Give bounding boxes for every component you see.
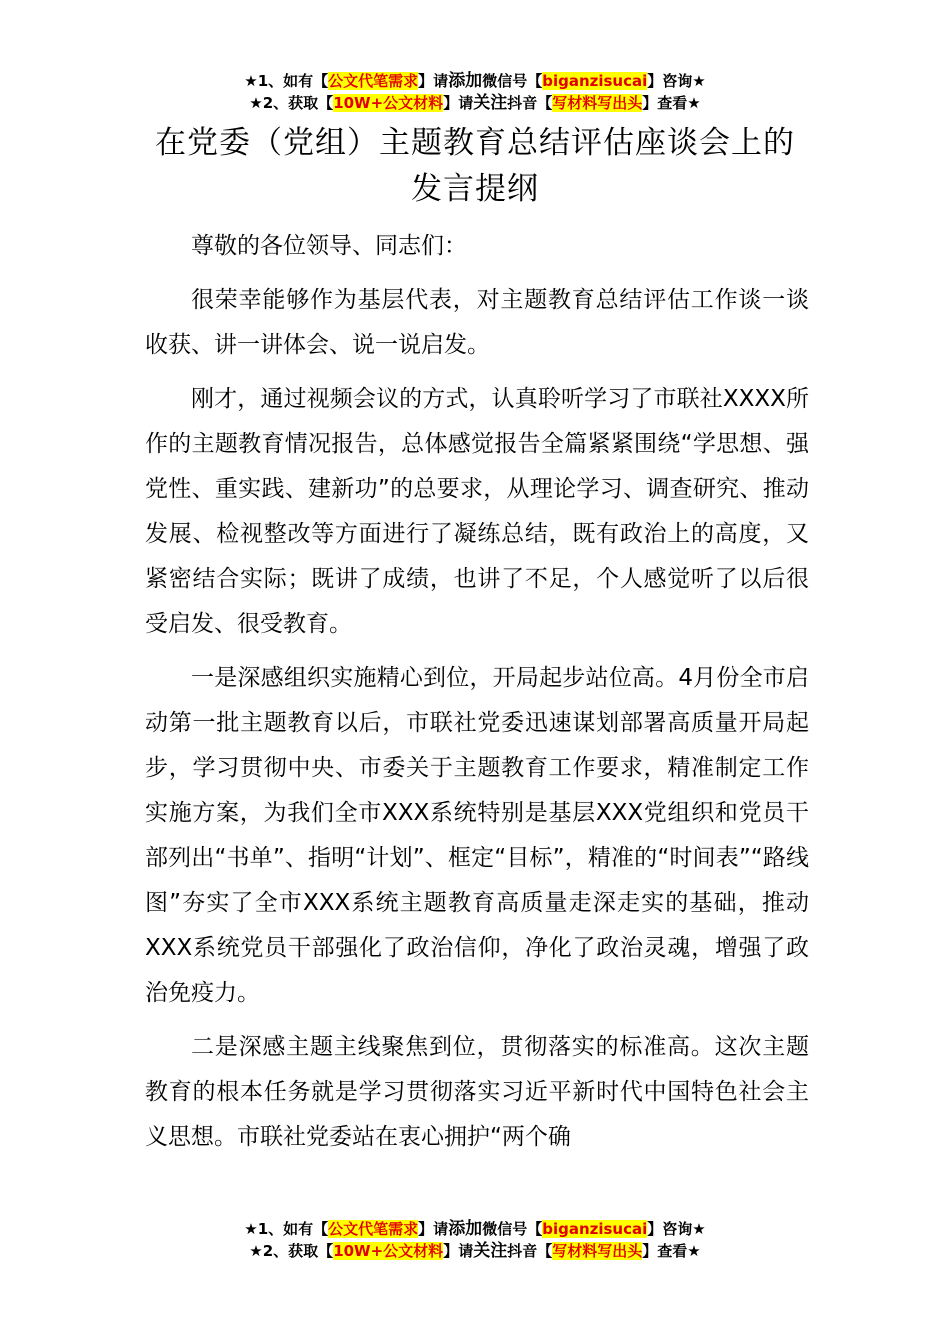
promo-line-1 [0, 1218, 950, 1240]
promo-text: 】请 [418, 1220, 449, 1238]
promo-text: 微信号【 [482, 72, 543, 90]
promo-text: 抖音【 [507, 1242, 553, 1260]
promo-text: 】请 [443, 94, 474, 112]
promo-highlight: 10W+公文材料 [333, 94, 444, 112]
promo-banner-top [0, 70, 950, 114]
promo-text: 】请 [418, 72, 449, 90]
promo-emphasis: 关注 [473, 1241, 508, 1261]
promo-text: ★2、获取【 [249, 94, 334, 112]
promo-line-2 [0, 92, 950, 114]
promo-line-2 [0, 1240, 950, 1262]
document-title: 在党委（党组）主题教育总结评估座谈会上的发言提纲 [155, 125, 795, 207]
promo-highlight: 公文代笔需求 [328, 72, 419, 90]
promo-highlight: biganzisucai [542, 1220, 648, 1238]
paragraph: 一是深感组织实施精心到位，开局起步站位高。4月份全市启动第一批主题教育以后，市联社党委迅速谋划部署高质量开局起步，学习贯彻中央、市委关于主题教育工作要求，精准制定工作实施方案，为我们全市XXX系统特别是基层XXX党组织和党员干部列出“书单”、指明“计划”、框定“目标”，精准的“时间表”“路线图”夯实了全市XXX系统主题教育高质量走深走实的基础，推动XXX系统党员干部强化了政治信仰，净化了政治灵魂，增强了政治免疫力。 [145, 665, 809, 1006]
promo-emphasis: 添加 [448, 1219, 483, 1239]
promo-highlight: biganzisucai [542, 72, 648, 90]
promo-text: 】查看★ [642, 1242, 701, 1260]
promo-highlight: 写材料写出头 [552, 94, 643, 112]
promo-emphasis: 关注 [473, 93, 508, 113]
document-body [145, 224, 809, 1169]
promo-text: 微信号【 [482, 1220, 543, 1238]
promo-text: 】咨询★ [647, 72, 706, 90]
paragraph: 很荣幸能够作为基层代表，对主题教育总结评估工作谈一谈收获、讲一讲体会、说一说启发。 [145, 287, 809, 358]
promo-text: 】请 [443, 1242, 474, 1260]
promo-line-1 [0, 70, 950, 92]
promo-text: 】咨询★ [647, 1220, 706, 1238]
promo-text: ★1、如有【 [244, 72, 329, 90]
promo-highlight: 10W+公文材料 [333, 1242, 444, 1260]
paragraph: 二是深感主题主线聚焦到位，贯彻落实的标准高。这次主题教育的根本任务就是学习贯彻落实习近平新时代中国特色社会主义思想。市联社党委站在衷心拥护“两个确 [145, 1034, 809, 1150]
promo-highlight: 写材料写出头 [552, 1242, 643, 1260]
promo-text: ★2、获取【 [249, 1242, 334, 1260]
promo-text: 】查看★ [642, 94, 701, 112]
promo-emphasis: 添加 [448, 71, 483, 91]
salutation: 尊敬的各位领导、同志们： [191, 233, 467, 259]
promo-text: ★1、如有【 [244, 1220, 329, 1238]
promo-highlight: 公文代笔需求 [328, 1220, 419, 1238]
promo-banner-bottom [0, 1218, 950, 1262]
promo-text: 抖音【 [507, 94, 553, 112]
paragraph: 刚才，通过视频会议的方式，认真聆听学习了市联社XXXX所作的主题教育情况报告，总体感觉报告全篇紧紧围绕“学思想、强党性、重实践、建新功”的总要求，从理论学习、调查研究、推动发展、检视整改等方面进行了凝练总结，既有政治上的高度，又紧密结合实际；既讲了成绩，也讲了不足，个人感觉听了以后很受启发、很受教育。 [145, 386, 809, 637]
